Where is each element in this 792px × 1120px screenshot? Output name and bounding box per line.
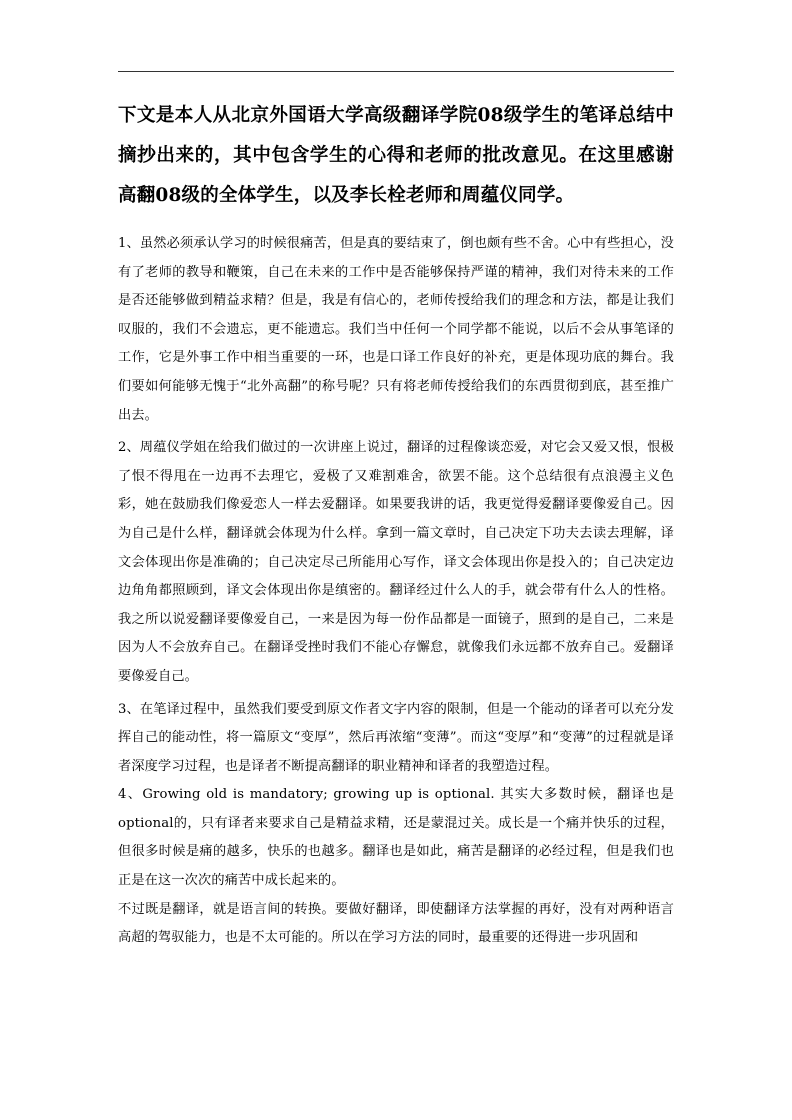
header-rule	[118, 71, 674, 72]
paragraph-2: 2、周蕴仪学姐在给我们做过的一次讲座上说过，翻译的过程像谈恋爱，对它会又爱又恨，恨极了恨不得甩在一边再不去理它，爱极了又难割难舍，欲罢不能。这个总结很有点浪漫主义色彩，她在鼓励我们像爱恋人一样去爱翻译。如果要我讲的话，我更觉得爱翻译要像爱自己。因为自己是什么样，翻译就会体现为什么样。拿到一篇文章时，自己决定下功夫去读去理解，译文会体现出你是准确的；自己决定尽己所能用心写作，译文会体现出你是投入的；自己决定边边角角都照顾到，译文会体现出你是缜密的。翻译经过什么人的手，就会带有什么人的性格。我之所以说爱翻译要像爱自己，一来是因为每一份作品都是一面镜子，照到的是自己，二来是因为人不会放弃自己。在翻译受挫时我们不能心存懈怠，就像我们永远都不放弃自己。爱翻译要像爱自己。	[118, 440, 674, 684]
paragraph-3: 3、在笔译过程中，虽然我们要受到原文作者文字内容的限制，但是一个能动的译者可以充分发挥自己的能动性，将一篇原文“变厚”，然后再浓缩“变薄”。而这“变厚”和“变薄”的过程就是译者深度学习过程，也是译者不断提高翻译的职业精神和译者的我塑造过程。	[118, 701, 674, 774]
paragraph-5: 不过既是翻译，就是语言间的转换。要做好翻译，即使翻译方法掌握的再好，没有对两种语言高超的驾驭能力，也是不太可能的。所以在学习方法的同时，最重要的还得进一步巩固和	[118, 901, 674, 946]
paragraph-1: 1、虽然必须承认学习的时候很痛苦，但是真的要结束了，倒也颇有些不舍。心中有些担心，没有了老师的教导和鞭策，自己在未来的工作中是否能够保持严谨的精神，我们对待未来的工作是否还能够做到精益求精？但是，我是有信心的，老师传授给我们的理念和方法，都是让我们叹服的，我们不会遗忘，更不能遗忘。我们当中任何一个同学都不能说，以后不会从事笔译的工作，它是外事工作中相当重要的一环，也是口译工作良好的补充，更是体现功底的舞台。我们要如何能够无愧于“北外高翻”的称号呢？只有将老师传授给我们的东西贯彻到底，甚至推广出去。	[118, 236, 674, 423]
intro-paragraph: 下文是本人从北京外国语大学高级翻译学院08级学生的笔译总结中摘抄出来的，其中包含学生的心得和老师的批改意见。在这里感谢高翻08级的全体学生，以及李长栓老师和周蕴仪同学。	[118, 105, 674, 206]
paragraph-4: 4、Growing old is mandatory; growing up is optional. 其实大多数时候，翻译也是optional的，只有译者来要求自己是精益求精，还是蒙混过关。成长是一个痛并快乐的过程，但很多时候是痛的越多，快乐的也越多。翻译也是如此，痛苦是翻译的必经过程，但是我们也正是在这一次次的痛苦中成长起来的。	[118, 787, 674, 889]
body-text	[118, 230, 674, 953]
